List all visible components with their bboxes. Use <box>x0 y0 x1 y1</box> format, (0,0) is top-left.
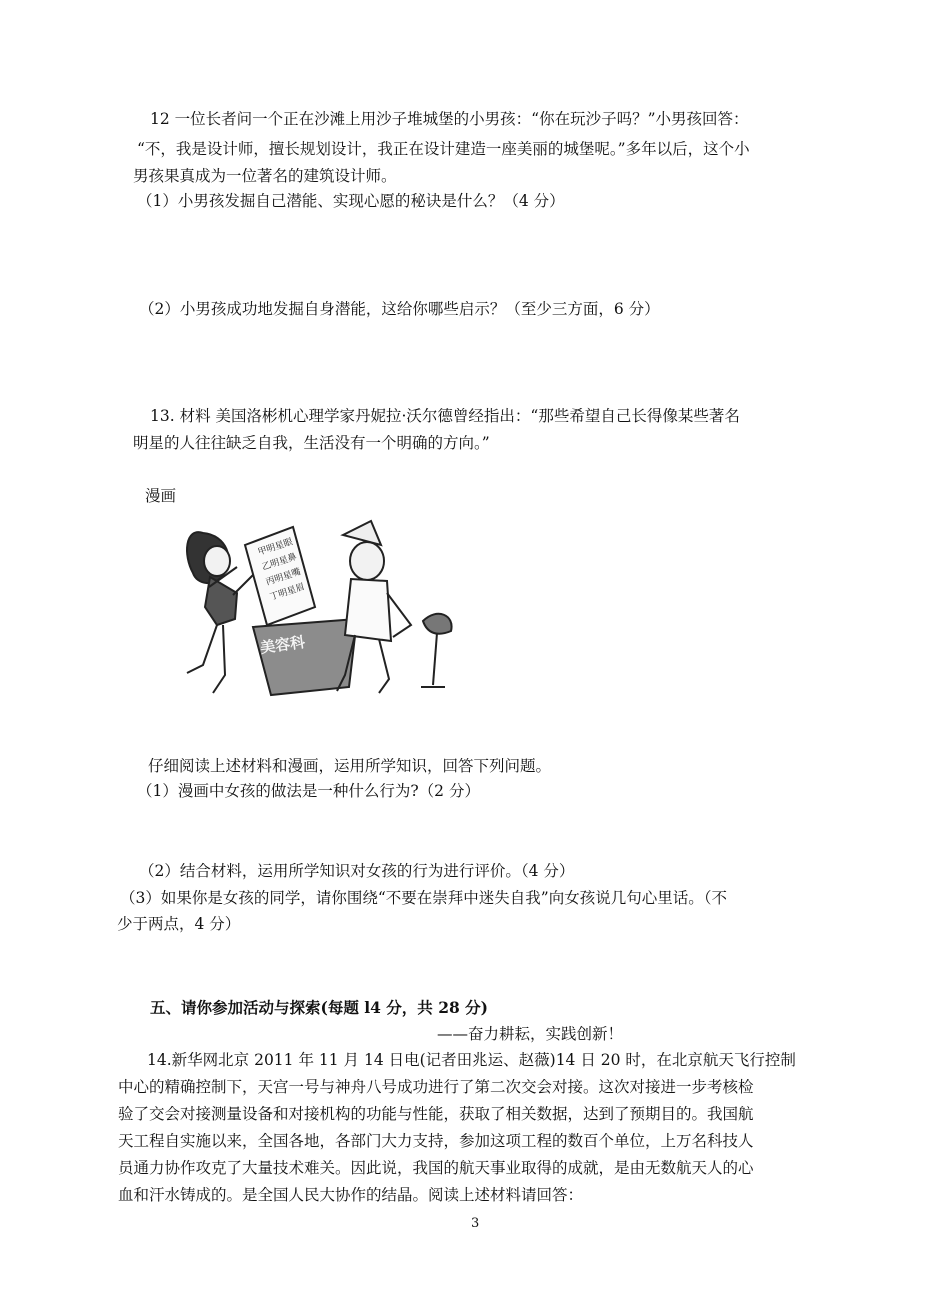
paper-line-3: 丙明星嘴 <box>264 567 303 588</box>
paper-line-2: 乙明星鼻 <box>260 552 299 573</box>
stool <box>421 614 452 687</box>
q12-line-2: “不，我是设计师，擅长规划设计，我正在设计建造一座美丽的城堡呢。”多年以后，这个小 <box>137 140 750 158</box>
q14-line-1: 14.新华网北京 2011 年 11 月 14 日电(记者田兆运、赵薇)14 日 20 时，在北京航天飞行控制 <box>147 1051 796 1069</box>
q13-line-1: 13. 材料 美国洛彬机心理学家丹妮拉·沃尔德曾经指出：“那些希望自己长得像某些著名 <box>150 407 740 425</box>
desk-sign: 美容科 <box>259 632 307 657</box>
paper-line-1: 甲明星眼 <box>256 537 295 558</box>
q14-line-6: 血和汗水铸成的。是全国人民大协作的结晶。阅读上述材料请回答： <box>118 1186 584 1204</box>
cartoon-illustration <box>175 515 465 720</box>
q12-subquestion-2: （2）小男孩成功地发掘自身潜能，这给你哪些启示？（至少三方面，6 分） <box>139 300 660 318</box>
q13-subquestion-3-line-1: （3）如果你是女孩的同学，请你围绕“不要在崇拜中迷失自我”向女孩说几句心里话。（不 <box>120 889 727 907</box>
page-number: 3 <box>471 1216 480 1231</box>
q14-line-5: 员通力协作攻克了大量技术难关。因此说，我国的航天事业取得的成就，是由无数航天人的心 <box>118 1159 754 1177</box>
q13-intro: 仔细阅读上述材料和漫画，运用所学知识，回答下列问题。 <box>148 757 552 775</box>
section-5-title: 五、请你参加活动与探索(每题 l4 分，共 28 分) <box>150 998 488 1017</box>
q13-subquestion-3-line-2: 少于两点，4 分） <box>117 915 241 933</box>
section-5-motto: ——奋力耕耘，实践创新！ <box>437 1025 624 1043</box>
q14-line-3: 验了交会对接测量设备和对接机构的功能与性能，获取了相关数据，达到了预期目的。我国航 <box>118 1105 754 1123</box>
q14-line-2: 中心的精确控制下，天宫一号与神舟八号成功进行了第二次交会对接。这次对接进一步考核检 <box>118 1078 754 1096</box>
cartoon-label: 漫画 <box>145 487 177 505</box>
q12-subquestion-1: （1）小男孩发掘自己潜能、实现心愿的秘诀是什么？（4 分） <box>137 192 565 210</box>
q13-subquestion-1: （1）漫画中女孩的做法是一种什么行为?（2 分） <box>137 782 480 800</box>
q12-line-1: 12 一位长者问一个正在沙滩上用沙子堆城堡的小男孩：“你在玩沙子吗？”小男孩回答： <box>150 110 749 128</box>
q13-line-2: 明星的人往往缺乏自我，生活没有一个明确的方向。” <box>133 434 490 452</box>
beauty-list-paper <box>245 527 315 625</box>
q14-line-4: 天工程自实施以来，全国各地，各部门大力支持，参加这项工程的数百个单位，上万名科技人 <box>118 1132 754 1150</box>
woman-figure <box>187 532 253 693</box>
q12-line-3: 男孩果真成为一位著名的建筑设计师。 <box>133 167 397 185</box>
q13-subquestion-2: （2）结合材料，运用所学知识对女孩的行为进行评价。（4 分） <box>139 862 575 880</box>
paper-line-4: 丁明星眉 <box>268 582 307 603</box>
